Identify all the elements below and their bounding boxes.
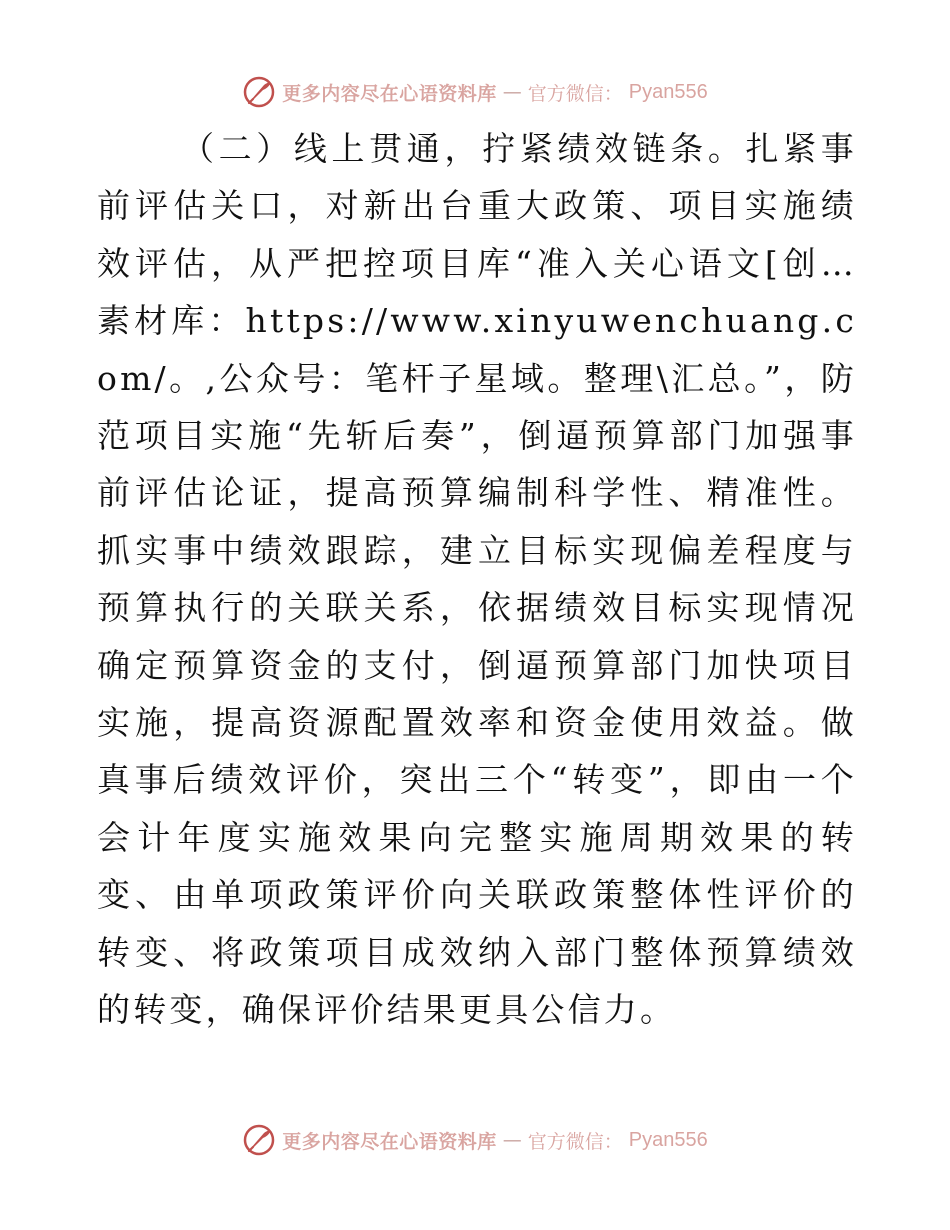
document-body — [97, 120, 857, 1039]
watermark-wechat-label: 官方微信： — [527, 1130, 623, 1153]
watermark-separator: — — [502, 1129, 522, 1151]
quill-pen-logo-icon — [242, 1123, 276, 1157]
watermark-wechat-label: 官方微信： — [527, 82, 623, 105]
watermark-site-text: 更多内容尽在心语资料库 — [282, 82, 497, 105]
footer-watermark — [0, 1120, 950, 1160]
header-watermark — [0, 72, 950, 112]
watermark-wechat-id: Pyan556 — [628, 1128, 708, 1151]
watermark-wechat-id: Pyan556 — [628, 80, 708, 103]
watermark-content — [242, 1123, 708, 1157]
body-paragraph: （二）线上贯通，拧紧绩效链条。扎紧事前评估关口，对新出台重大政策、项目实施绩效评估，从严把控项目库“准入关心语文[创…素材库：https://www.xinyuwenchuang.com/。,公众号：笔杆子星域。整理\汇总。”，防范项目实施“先斩后奏”，倒逼预算部门加强事前评估论证，提高预算编制科学性、精准性。抓实事中绩效跟踪，建立目标实现偏差程度与预算执行的关联关系，依据绩效目标实现情况确定预算资金的支付，倒逼预算部门加快项目实施，提高资源配置效率和资金使用效益。做真事后绩效评价，突出三个“转变”，即由一个会计年度实施效果向完整实施周期效果的转变、由单项政策评价向关联政策整体性评价的转变、将政策项目成效纳入部门整体预算绩效的转变，确保评价结果更具公信力。 — [97, 129, 857, 1030]
watermark-separator: — — [502, 81, 522, 103]
watermark-content — [242, 75, 708, 109]
watermark-site-text: 更多内容尽在心语资料库 — [282, 1130, 497, 1153]
quill-pen-logo-icon — [242, 75, 276, 109]
